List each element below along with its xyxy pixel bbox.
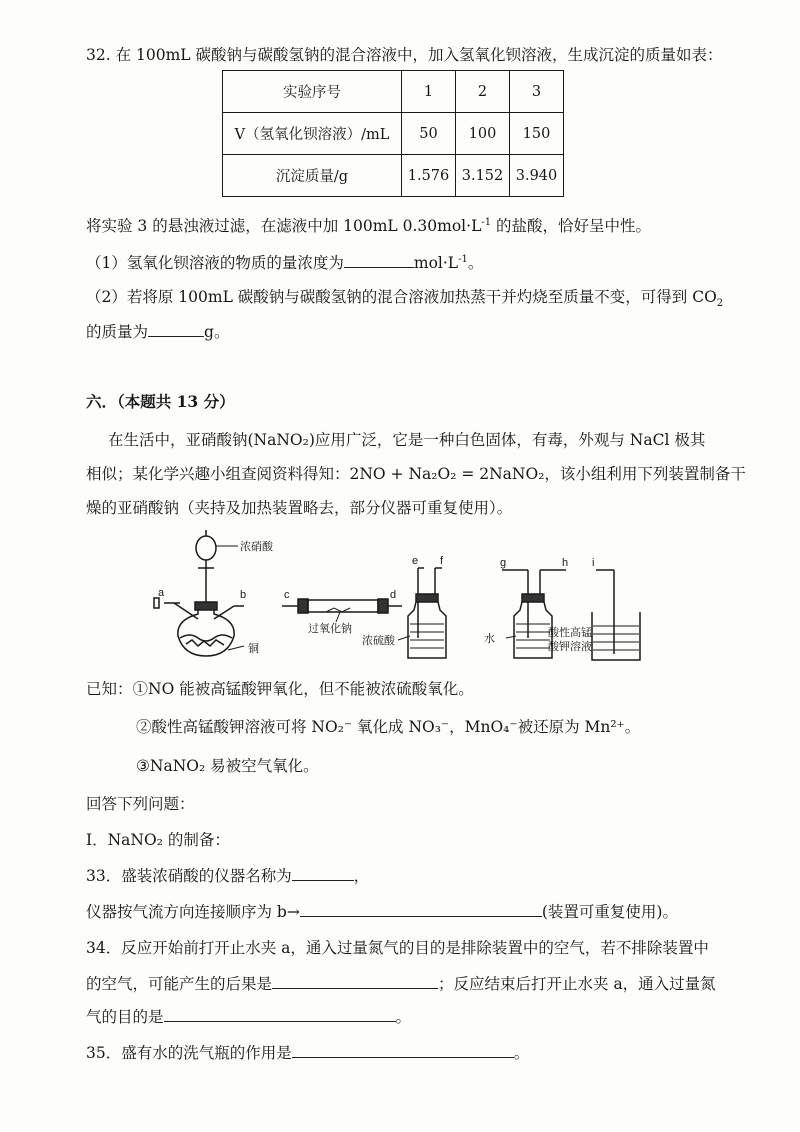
label-h: h	[562, 557, 569, 569]
q32-part2	[86, 286, 723, 315]
answer-blank[interactable]	[300, 902, 542, 917]
table-header-cell: 1	[402, 71, 456, 113]
table-cell: 3.940	[510, 155, 564, 197]
label-copper: 铜	[248, 643, 259, 655]
q33-text: 33．盛装浓硝酸的仪器名称为	[86, 867, 292, 885]
table-cell: 3.152	[456, 155, 510, 197]
q33-end: ，	[353, 867, 370, 885]
label-b: b	[240, 589, 247, 601]
apparatus-svg	[140, 528, 660, 668]
answer-blank[interactable]	[292, 1043, 514, 1058]
table-cell: 100	[456, 113, 510, 155]
label-a: a	[158, 587, 165, 599]
table-row	[223, 71, 564, 113]
q34-line2	[86, 973, 716, 995]
q34-line3	[86, 1006, 411, 1028]
label-e: e	[412, 555, 419, 567]
table-cell: 50	[402, 113, 456, 155]
q35-text: 35．盛有水的洗气瓶的作用是	[86, 1044, 292, 1062]
label-kmno4-line1: 酸性高锰	[548, 627, 592, 639]
q34-line1: 34．反应开始前打开止水夹 a，通入过量氮气的目的是排除装置中的空气，若不排除装置中	[86, 939, 709, 957]
answer-blank[interactable]	[344, 253, 414, 268]
answer-blank[interactable]	[292, 866, 354, 881]
answer-prompt: 回答下列问题：	[86, 795, 195, 813]
q34b-end: 。	[395, 1008, 412, 1026]
q35	[86, 1042, 529, 1064]
q32-part2-answer	[86, 321, 229, 343]
label-kmno4-line2: 酸钾溶液	[548, 641, 592, 653]
table-header-cell: 3	[510, 71, 564, 113]
table-row	[223, 155, 564, 197]
answer-blank[interactable]	[148, 322, 204, 337]
apparatus-diagram	[140, 528, 660, 672]
q32-filtration	[86, 212, 651, 237]
q35-end: 。	[513, 1044, 530, 1062]
table-row	[223, 113, 564, 155]
p2-text: （2）若将原 100mL 碳酸钠与碳酸氢钠的混合溶液加热蒸干并灼烧至质量不变，可得到 CO	[86, 288, 717, 306]
label-f: f	[440, 555, 444, 567]
p1-text: （1）氢氧化钡溶液的物质的量浓度为	[86, 254, 344, 273]
filtration-sup: -1	[481, 217, 492, 228]
peroxide-tube-apparatus	[282, 599, 402, 622]
q32-part1	[86, 249, 483, 274]
filtration-text: 将实验 3 的悬浊液过滤，在滤液中加 100mL 0.30mol·L	[86, 217, 482, 236]
part-1-heading: I．NaNO₂ 的制备：	[86, 831, 230, 849]
answer-blank[interactable]	[272, 974, 438, 989]
sulfuric-acid-bottle-apparatus	[398, 568, 446, 658]
q32-intro: 32. 在 100mL 碳酸钠与碳酸氢钠的混合溶液中，加入氢氧化钡溶液，生成沉淀的质量如表：	[86, 46, 723, 64]
p1-unit: mol·L	[413, 254, 459, 273]
label-h2so4: 浓硫酸	[362, 635, 395, 647]
p2-unit: g。	[204, 323, 230, 341]
table-header-cell: 2	[456, 71, 510, 113]
generator-apparatus	[154, 530, 247, 656]
known-2: ②酸性高锰酸钾溶液可将 NO₂⁻ 氧化成 NO₃⁻，MnO₄⁻被还原为 Mn²⁺。	[136, 718, 641, 736]
p2-sub: 2	[716, 298, 724, 310]
kmno4-beaker-apparatus	[592, 570, 640, 660]
q34b-text: 气的目的是	[86, 1008, 164, 1026]
q34-mid: ；反应结束后打开止水夹 a，通入过量氮	[438, 975, 716, 993]
sec6-para-2: 相似；某化学兴趣小组查阅资料得知：2NO + Na₂O₂ = 2NaNO₂，该小组利用下列装置制备干	[86, 465, 746, 483]
table-cell: 1.576	[402, 155, 456, 197]
precipitate-table	[222, 70, 564, 197]
label-i: i	[592, 557, 595, 569]
label-water: 水	[484, 633, 495, 645]
q33b	[86, 901, 678, 923]
table-cell: 150	[510, 113, 564, 155]
q33b-text: 仪器按气流方向连接顺序为 b→	[86, 903, 300, 921]
label-g: g	[500, 557, 507, 569]
table-header-cell: 实验序号	[223, 71, 402, 113]
answer-blank[interactable]	[164, 1007, 396, 1022]
q33b-end: (装置可重复使用)。	[541, 903, 678, 921]
p2-prefix: 的质量为	[86, 323, 149, 341]
table-cell: 沉淀质量/g	[223, 155, 402, 197]
p1-end: 。	[467, 254, 484, 273]
q33	[86, 865, 369, 887]
filtration-end: 的盐酸，恰好呈中性。	[491, 217, 652, 236]
q34-text: 的空气，可能产生的后果是	[86, 975, 273, 993]
label-acid: 浓硝酸	[240, 541, 273, 553]
label-c: c	[284, 589, 290, 601]
table-cell: V（氢氧化钡溶液）/mL	[223, 113, 402, 155]
label-d: d	[390, 589, 397, 601]
sec6-para-1: 在生活中，亚硝酸钠(NaNO₂)应用广泛，它是一种白色固体，有毒，外观与 NaCl 极其	[108, 431, 706, 449]
sec6-para-3: 燥的亚硝酸钠（夹持及加热装置略去，部分仪器可重复使用）。	[86, 499, 513, 517]
section-title: 六．（本题共 13 分）	[86, 392, 235, 411]
p1-sup: -1	[458, 254, 468, 265]
known-3: ③NaNO₂ 易被空气氧化。	[136, 757, 319, 775]
label-peroxide: 过氧化钠	[308, 623, 352, 635]
known-1: 已知：①NO 能被高锰酸钾氧化，但不能被浓硫酸氧化。	[86, 680, 474, 698]
